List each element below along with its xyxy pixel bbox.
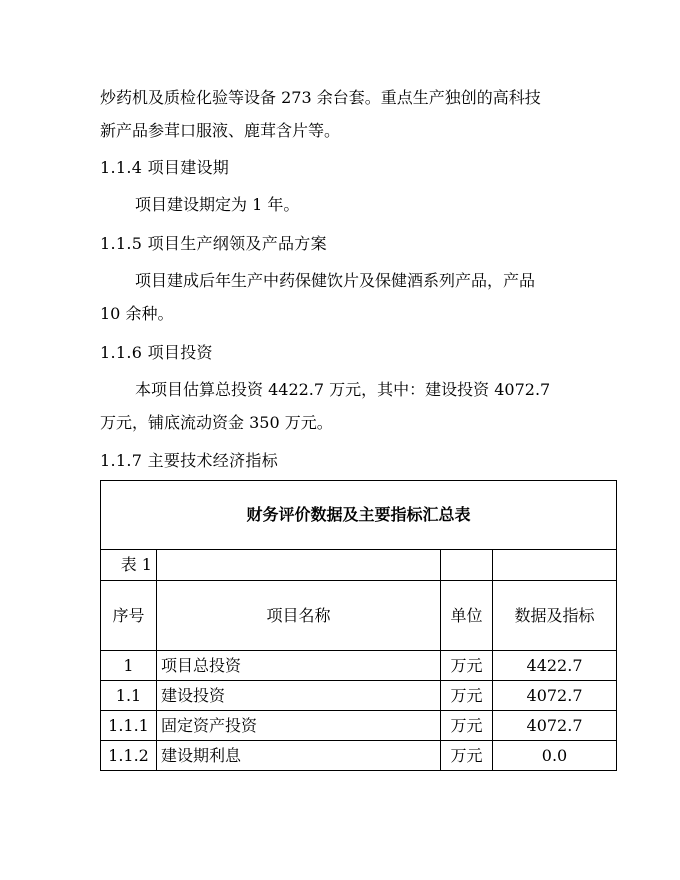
section-1-1-6-line-2: 万元，铺底流动资金 350 万元。 bbox=[100, 413, 333, 432]
section-1-1-6-line-1: 本项目估算总投资 4422.7 万元，其中：建设投资 4072.7 bbox=[135, 380, 551, 399]
section-1-1-4-heading: 1.1.4 项目建设期 bbox=[100, 158, 230, 177]
row-unit: 万元 bbox=[441, 711, 493, 741]
row-no: 1.1 bbox=[101, 681, 157, 711]
row-no: 1 bbox=[101, 651, 157, 681]
section-1-1-6-heading: 1.1.6 项目投资 bbox=[100, 343, 213, 362]
row-name: 建设投资 bbox=[157, 681, 441, 711]
header-name: 项目名称 bbox=[157, 581, 441, 651]
section-1-1-5-line-1: 项目建成后年生产中药保健饮片及保健酒系列产品，产品 bbox=[135, 271, 536, 290]
row-value: 4072.7 bbox=[493, 711, 617, 741]
header-no: 序号 bbox=[101, 581, 157, 651]
row-value: 0.0 bbox=[493, 741, 617, 771]
row-value: 4072.7 bbox=[493, 681, 617, 711]
row-no: 1.1.2 bbox=[101, 741, 157, 771]
intro-line-1: 炒药机及质检化验等设备 273 余台套。重点生产独创的高科技 bbox=[100, 88, 541, 107]
empty-cell bbox=[157, 550, 441, 581]
row-unit: 万元 bbox=[441, 681, 493, 711]
table-row bbox=[101, 651, 617, 681]
table-row bbox=[101, 711, 617, 741]
row-value: 4422.7 bbox=[493, 651, 617, 681]
empty-cell bbox=[493, 550, 617, 581]
table-title: 财务评价数据及主要指标汇总表 bbox=[101, 481, 617, 550]
section-1-1-7-heading: 1.1.7 主要技术经济指标 bbox=[100, 451, 278, 470]
financial-summary-table bbox=[100, 480, 617, 771]
row-unit: 万元 bbox=[441, 651, 493, 681]
table-label: 表 1 bbox=[101, 550, 157, 581]
intro-line-2: 新产品参茸口服液、鹿茸含片等。 bbox=[100, 121, 341, 140]
header-value: 数据及指标 bbox=[493, 581, 617, 651]
row-unit: 万元 bbox=[441, 741, 493, 771]
row-name: 建设期利息 bbox=[157, 741, 441, 771]
table-row bbox=[101, 741, 617, 771]
table-title-row bbox=[101, 481, 617, 550]
section-1-1-5-heading: 1.1.5 项目生产纲领及产品方案 bbox=[100, 234, 327, 253]
table-label-row bbox=[101, 550, 617, 581]
table-header-row bbox=[101, 581, 617, 651]
row-no: 1.1.1 bbox=[101, 711, 157, 741]
table-row bbox=[101, 681, 617, 711]
header-unit: 单位 bbox=[441, 581, 493, 651]
row-name: 项目总投资 bbox=[157, 651, 441, 681]
section-1-1-5-line-2: 10 余种。 bbox=[100, 304, 174, 323]
row-name: 固定资产投资 bbox=[157, 711, 441, 741]
empty-cell bbox=[441, 550, 493, 581]
section-1-1-4-text: 项目建设期定为 1 年。 bbox=[135, 195, 300, 214]
